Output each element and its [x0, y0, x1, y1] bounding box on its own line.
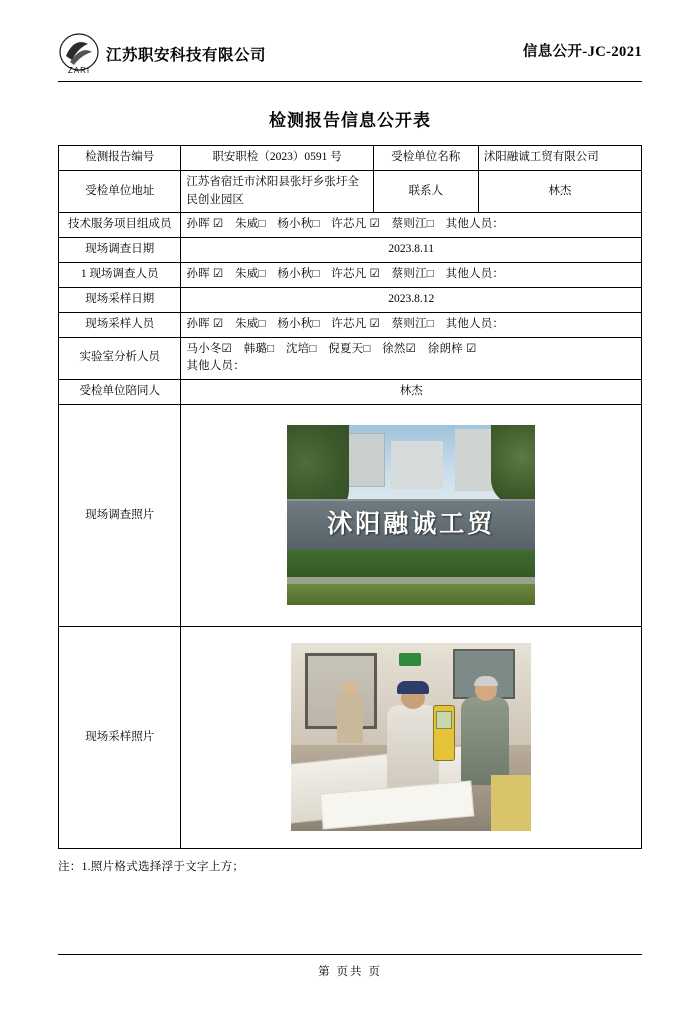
photo-sign-text: 沭阳融诚工贸	[327, 509, 496, 538]
document-header	[58, 26, 642, 82]
table-row	[59, 170, 642, 213]
page-title: 检测报告信息公开表	[269, 111, 431, 130]
escort-label: 受检单位陪同人	[59, 380, 181, 405]
survey-date-label: 现场调查日期	[59, 238, 181, 263]
lab-staff-value	[181, 337, 642, 380]
table-row	[59, 146, 642, 171]
client-name-value: 沭阳融诚工贸有限公司	[478, 146, 641, 171]
document-code: 信息公开-JC-2021	[522, 44, 642, 60]
team-members-value: 孙晖 ☑ 朱威□ 杨小秋□ 许芯凡 ☑ 蔡则江□ 其他人员：	[181, 213, 642, 238]
table-row	[59, 380, 642, 405]
company-name: 江苏职安科技有限公司	[106, 47, 267, 64]
client-address-value: 江苏省宿迁市沭阳县张圩乡张圩全民创业园区	[181, 170, 373, 213]
contact-value: 林杰	[478, 170, 641, 213]
table-row-photo	[59, 626, 642, 848]
photo-exit-sign-icon	[399, 653, 421, 666]
sampling-staff-label: 现场采样人员	[59, 312, 181, 337]
photo-worker-left	[337, 691, 363, 743]
survey-photo-label: 现场调查照片	[59, 404, 181, 626]
client-name-label: 受检单位名称	[373, 146, 478, 171]
table-row	[59, 263, 642, 288]
table-row	[59, 213, 642, 238]
document-footer	[58, 954, 642, 979]
team-members-label: 技术服务项目组成员	[59, 213, 181, 238]
photo-worker-right-hair	[474, 676, 498, 686]
escort-value: 林杰	[181, 380, 642, 405]
company-logo	[58, 32, 266, 76]
sampling-date-value: 2023.8.12	[181, 287, 642, 312]
table-row	[59, 337, 642, 380]
report-info-table	[58, 145, 642, 849]
photo-path	[287, 577, 535, 584]
svg-text:ZARI: ZARI	[67, 66, 91, 75]
sampling-date-label: 现场采样日期	[59, 287, 181, 312]
header-divider	[58, 81, 642, 82]
report-no-value: 职安职检（2023）0591 号	[181, 146, 373, 171]
table-row-photo	[59, 404, 642, 626]
report-no-label: 检测报告编号	[59, 146, 181, 171]
photo-sampler	[387, 705, 439, 791]
table-row	[59, 238, 642, 263]
photo-foreground-object	[491, 775, 531, 831]
sampling-photo-image	[291, 643, 531, 831]
survey-staff-label: 1 现场调查人员	[59, 263, 181, 288]
photo-worker-right	[461, 697, 509, 785]
lab-staff-line-1: 马小冬☑ 韩璐□ 沈培□ 倪夏天□ 徐然☑ 徐朗梓 ☑	[186, 342, 477, 355]
photo-meter-screen	[436, 711, 452, 729]
table-row	[59, 287, 642, 312]
lab-staff-label: 实验室分析人员	[59, 337, 181, 380]
survey-staff-value: 孙晖 ☑ 朱威□ 杨小秋□ 许芯凡 ☑ 蔡则江□ 其他人员：	[181, 263, 642, 288]
photo-sampler-cap	[397, 681, 429, 694]
photo-building-middle	[391, 441, 443, 489]
footer-divider	[58, 954, 642, 955]
contact-label: 联系人	[373, 170, 478, 213]
sampling-staff-value: 孙晖 ☑ 朱威□ 杨小秋□ 许芯凡 ☑ 蔡则江□ 其他人员：	[181, 312, 642, 337]
lab-staff-line-2: 其他人员：	[186, 360, 245, 373]
document-page	[0, 26, 700, 1015]
sampling-photo-cell	[181, 626, 642, 848]
survey-photo-image	[287, 425, 535, 605]
survey-photo-cell	[181, 404, 642, 626]
sampling-photo-label: 现场采样照片	[59, 626, 181, 848]
photo-trees-right	[491, 425, 535, 504]
photo-grass	[287, 584, 535, 606]
client-address-label: 受检单位地址	[59, 170, 181, 213]
zari-logo-icon	[58, 32, 100, 76]
table-note: 注：1.照片格式选择浮于文字上方；	[58, 860, 245, 873]
survey-date-value: 2023.8.11	[181, 238, 642, 263]
page-number: 第 页共 页	[318, 966, 382, 978]
table-row	[59, 312, 642, 337]
